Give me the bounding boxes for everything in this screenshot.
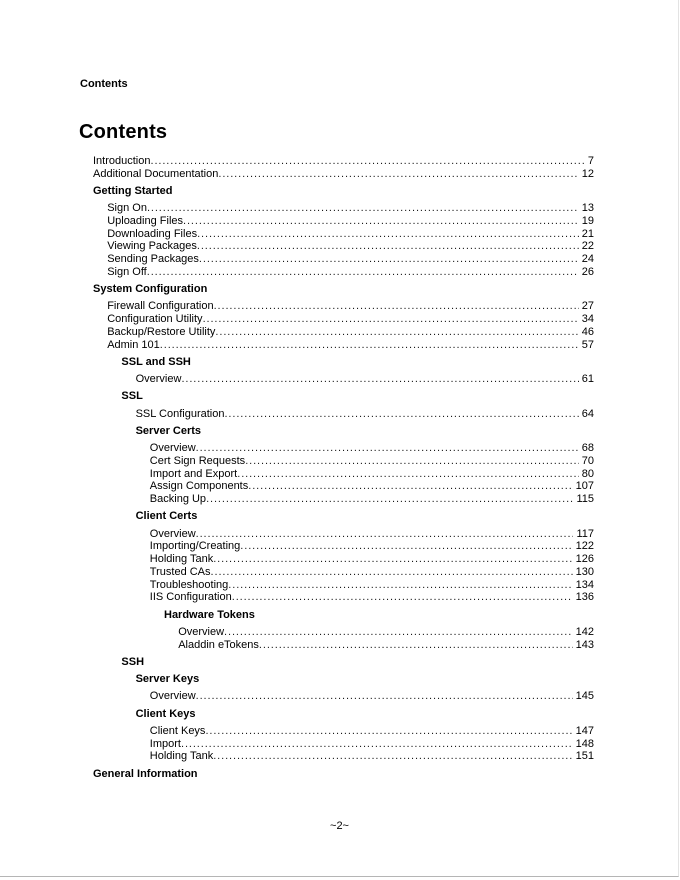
toc-entry-label: Overview xyxy=(149,442,196,455)
toc-entry xyxy=(93,326,594,339)
toc-entry-label: System Configuration xyxy=(93,283,208,296)
dot-leader xyxy=(206,493,573,506)
dot-leader xyxy=(232,591,573,604)
toc-entry-label: Assign Components xyxy=(149,480,249,493)
dot-leader xyxy=(196,690,573,703)
toc-section-heading xyxy=(93,609,594,622)
toc-entry-page-number: 57 xyxy=(581,338,594,351)
dot-leader xyxy=(197,228,579,241)
toc-entry xyxy=(93,528,594,541)
toc-entry-page-number: 126 xyxy=(575,553,594,566)
toc-entry-label: Import and Export xyxy=(149,467,238,480)
dot-leader xyxy=(245,455,579,468)
toc-entry xyxy=(93,408,594,421)
toc-entry-page-number: 34 xyxy=(581,313,594,326)
toc-entry xyxy=(93,455,594,468)
toc-entry-page-number: 80 xyxy=(581,467,594,480)
toc-entry-page-number: 46 xyxy=(581,325,594,338)
dot-leader xyxy=(197,240,579,253)
toc-entry-page-number: 117 xyxy=(576,527,594,540)
toc-section-heading xyxy=(93,185,594,198)
toc-entry-label: Server Certs xyxy=(135,425,202,437)
toc-entry-page-number: 24 xyxy=(581,253,594,266)
toc-entry-label: Downloading Files xyxy=(107,227,198,240)
toc-entry-page-number: 26 xyxy=(581,265,594,278)
toc-entry-label: Overview xyxy=(149,527,196,540)
dot-leader xyxy=(228,579,572,592)
toc-entry-label: Overview xyxy=(149,690,196,703)
toc-entry-label: Aladdin eTokens xyxy=(178,638,259,651)
toc-entry xyxy=(93,493,594,506)
toc-entry xyxy=(93,579,594,592)
toc-entry-label: Viewing Packages xyxy=(107,240,197,253)
toc-entry-page-number: 134 xyxy=(575,578,594,591)
toc-entry-label: Introduction xyxy=(93,155,151,167)
toc-entry-label: Overview xyxy=(178,625,225,638)
toc-entry xyxy=(93,155,594,168)
toc-entry xyxy=(93,442,594,455)
dot-leader xyxy=(224,408,578,421)
toc-entry-page-number: 61 xyxy=(581,373,594,386)
toc-entry-label: Backing Up xyxy=(149,493,207,506)
toc-entry-label: Client Certs xyxy=(135,510,198,523)
toc-section-heading xyxy=(93,510,594,523)
toc-entry xyxy=(93,300,594,313)
toc-entry xyxy=(93,373,594,386)
dot-leader xyxy=(150,155,584,168)
toc-entry-label: Server Keys xyxy=(135,673,200,686)
toc-entry-label: Trusted CAs xyxy=(149,565,211,578)
dot-leader xyxy=(196,528,574,541)
toc-entry xyxy=(93,566,594,579)
dot-leader xyxy=(215,326,578,339)
toc-section-heading xyxy=(93,390,594,403)
toc-entry xyxy=(93,639,594,652)
toc-entry-label: Holding Tank xyxy=(149,553,214,566)
dot-leader xyxy=(203,313,579,326)
toc-entry-label: SSL Configuration xyxy=(135,407,225,420)
toc-entry xyxy=(93,750,594,763)
toc-section-heading xyxy=(93,673,594,686)
toc-entry xyxy=(93,253,594,266)
dot-leader xyxy=(218,168,578,181)
toc-section-heading xyxy=(93,768,594,781)
toc-entry-label: Getting Started xyxy=(93,185,173,197)
page-title: Contents xyxy=(79,121,168,143)
toc-section-heading xyxy=(93,356,594,369)
dot-leader xyxy=(237,468,579,481)
toc-entry-label: Importing/Creating xyxy=(149,540,241,553)
toc-section-heading xyxy=(93,425,594,438)
toc-entry-label: IIS Configuration xyxy=(149,591,232,604)
dot-leader xyxy=(213,750,572,763)
toc-entry-page-number: 12 xyxy=(581,167,594,180)
toc-entry-label: Sign On xyxy=(107,202,147,215)
dot-leader xyxy=(181,738,573,751)
toc-entry-page-number: 107 xyxy=(575,480,594,493)
toc-entry-label: Sign Off xyxy=(107,265,147,278)
toc-entry-page-number: 143 xyxy=(575,638,594,651)
toc-entry xyxy=(93,313,594,326)
toc-entry xyxy=(93,228,594,241)
toc-entry xyxy=(93,690,594,703)
toc-section-heading xyxy=(93,708,594,721)
toc-entry-label: Cert Sign Requests xyxy=(149,455,246,467)
toc-entry-page-number: 70 xyxy=(581,455,594,467)
toc-entry-page-number: 13 xyxy=(581,202,594,215)
toc-entry-page-number: 142 xyxy=(575,625,594,638)
toc-entry-label: Troubleshooting xyxy=(149,578,229,591)
toc-entry-page-number: 122 xyxy=(575,540,594,553)
dot-leader xyxy=(183,215,579,228)
toc-entry xyxy=(93,591,594,604)
dot-leader xyxy=(259,639,573,652)
toc-entry-label: General Information xyxy=(93,767,198,780)
dot-leader xyxy=(147,266,579,279)
toc-entry-label: Firewall Configuration xyxy=(107,300,214,313)
toc-entry-label: Client Keys xyxy=(149,725,206,737)
toc-entry-page-number: 136 xyxy=(575,591,594,604)
dot-leader xyxy=(181,373,578,386)
dot-leader xyxy=(248,480,572,493)
dot-leader xyxy=(214,300,579,313)
toc-entry xyxy=(93,540,594,553)
toc-entry-label: Client Keys xyxy=(135,707,196,720)
dot-leader xyxy=(160,339,579,352)
toc-entry-label: SSH xyxy=(121,655,145,668)
toc-entry-page-number: 145 xyxy=(575,690,594,703)
toc-entry-label: Holding Tank xyxy=(149,750,214,763)
toc-entry-label: Uploading Files xyxy=(107,215,184,227)
toc-entry xyxy=(93,266,594,279)
toc-entry-label: SSL xyxy=(121,390,143,403)
toc-entry-label: Import xyxy=(149,737,181,750)
toc-entry-label: Admin 101 xyxy=(107,338,160,351)
dot-leader xyxy=(224,626,573,639)
toc-entry xyxy=(93,725,594,738)
toc-entry-label: Backup/Restore Utility xyxy=(107,325,216,338)
toc-entry xyxy=(93,168,594,181)
toc-entry-page-number: 21 xyxy=(581,227,594,240)
toc-entry-page-number: 22 xyxy=(581,240,594,253)
toc-entry-page-number: 151 xyxy=(575,750,594,763)
dot-leader xyxy=(211,566,573,579)
toc-entry-label: Overview xyxy=(135,373,182,386)
toc-entry-page-number: 7 xyxy=(587,155,594,167)
toc-entry-label: SSL and SSH xyxy=(121,355,191,368)
toc-entry-label: Additional Documentation xyxy=(93,167,219,180)
page-number-footer: ~2~ xyxy=(330,820,349,832)
toc-entry xyxy=(93,240,594,253)
toc-entry-page-number: 27 xyxy=(581,300,594,313)
toc-entry-page-number: 130 xyxy=(575,565,594,578)
dot-leader xyxy=(213,553,572,566)
dot-leader xyxy=(240,540,572,553)
toc-entry-page-number: 148 xyxy=(575,737,594,750)
toc-entry-page-number: 147 xyxy=(575,725,594,737)
toc-entry xyxy=(93,553,594,566)
dot-leader xyxy=(147,202,579,215)
toc-entry xyxy=(93,738,594,751)
running-header: Contents xyxy=(80,78,128,90)
dot-leader xyxy=(196,442,579,455)
toc-section-heading xyxy=(93,283,594,296)
toc-entry-label: Sending Packages xyxy=(107,253,199,266)
toc-entry-label: Configuration Utility xyxy=(107,313,203,326)
toc-list xyxy=(93,155,594,785)
toc-entry xyxy=(93,339,594,352)
dot-leader xyxy=(199,253,579,266)
dot-leader xyxy=(205,725,572,738)
toc-entry xyxy=(93,626,594,639)
toc-entry xyxy=(93,468,594,481)
toc-entry xyxy=(93,202,594,215)
toc-entry xyxy=(93,480,594,493)
toc-entry-page-number: 64 xyxy=(581,407,594,420)
toc-entry-page-number: 115 xyxy=(576,493,594,506)
toc-entry-page-number: 19 xyxy=(581,215,594,227)
toc-entry-page-number: 68 xyxy=(581,442,594,455)
toc-entry-label: Hardware Tokens xyxy=(164,608,255,621)
toc-entry xyxy=(93,215,594,228)
toc-section-heading xyxy=(93,656,594,669)
